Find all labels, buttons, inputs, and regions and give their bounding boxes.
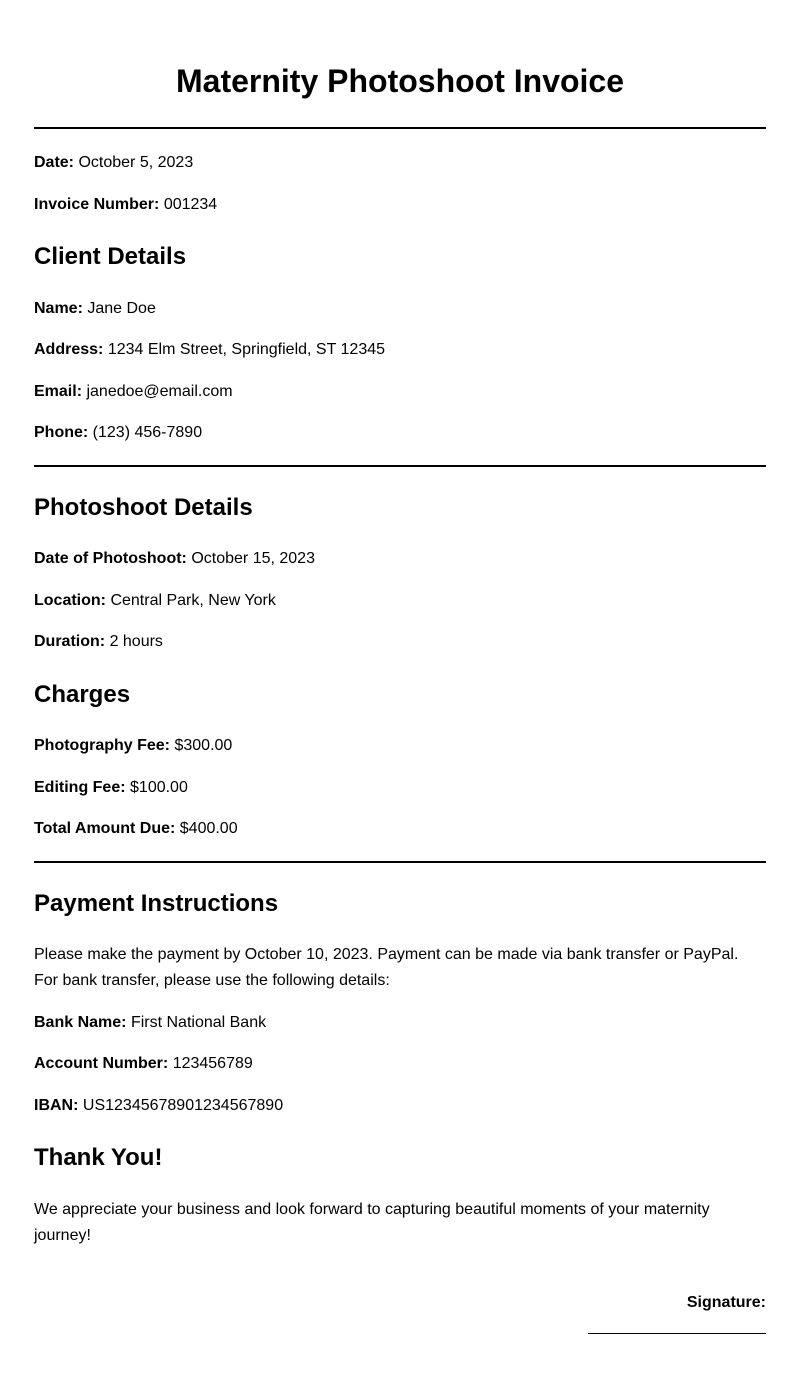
total-amount-due	[34, 819, 766, 839]
iban-label: IBAN:	[34, 1097, 79, 1114]
bank-name-value: First National Bank	[130, 1014, 267, 1031]
client-address-value: 1234 Elm Street, Springfield, ST 12345	[107, 341, 386, 358]
iban-value: US12345678901234567890	[82, 1097, 284, 1114]
total-amount-due-label: Total Amount Due:	[34, 820, 176, 837]
header-divider	[34, 127, 766, 129]
photoshoot-location-value: Central Park, New York	[110, 592, 276, 609]
client-phone	[34, 423, 766, 443]
account-number-value: 123456789	[172, 1055, 253, 1072]
photoshoot-location-label: Location:	[34, 592, 106, 609]
photography-fee-label: Photography Fee:	[34, 737, 171, 754]
photoshoot-date-label: Date of Photoshoot:	[34, 550, 187, 567]
photoshoot-date	[34, 549, 766, 569]
signature-line[interactable]	[588, 1333, 766, 1334]
client-phone-value: (123) 456-7890	[92, 424, 203, 441]
client-name-value: Jane Doe	[87, 300, 156, 317]
client-name	[34, 299, 766, 319]
page-title: Maternity Photoshoot Invoice	[175, 63, 625, 99]
payment-instructions-heading: Payment Instructions	[34, 890, 279, 917]
photoshoot-duration	[34, 632, 766, 652]
payment-instructions-text: Please make the payment by October 10, 2023. Payment can be made via bank transfer or PayPal. For bank transfer, please use the following details:	[34, 946, 739, 989]
charges-divider	[34, 861, 766, 863]
invoice-date	[34, 153, 766, 173]
iban	[34, 1096, 766, 1116]
thank-you-heading: Thank You!	[34, 1144, 163, 1171]
invoice-date-label: Date:	[34, 154, 75, 171]
total-amount-due-value: $400.00	[179, 820, 238, 837]
photography-fee-value: $300.00	[174, 737, 233, 754]
photoshoot-location	[34, 591, 766, 611]
client-details-heading: Client Details	[34, 243, 187, 270]
invoice-number-value: 001234	[163, 196, 218, 213]
client-email-value: janedoe@email.com	[86, 383, 233, 400]
account-number	[34, 1054, 766, 1074]
client-phone-label: Phone:	[34, 424, 89, 441]
client-address-label: Address:	[34, 341, 104, 358]
photography-fee	[34, 736, 766, 756]
editing-fee-value: $100.00	[130, 779, 188, 796]
account-number-label: Account Number:	[34, 1055, 169, 1072]
bank-name-label: Bank Name:	[34, 1014, 127, 1031]
editing-fee	[34, 778, 766, 798]
photoshoot-date-value: October 15, 2023	[191, 550, 315, 567]
bank-name	[34, 1013, 766, 1033]
client-name-label: Name:	[34, 300, 83, 317]
photoshoot-duration-label: Duration:	[34, 633, 106, 650]
editing-fee-label: Editing Fee:	[34, 779, 126, 796]
client-divider	[34, 465, 766, 467]
signature-label: Signature:	[686, 1294, 766, 1311]
invoice-date-value: October 5, 2023	[78, 154, 194, 171]
invoice-number-label: Invoice Number:	[34, 196, 160, 213]
client-email-label: Email:	[34, 383, 83, 400]
charges-heading: Charges	[34, 681, 131, 708]
photoshoot-duration-value: 2 hours	[109, 633, 163, 650]
client-email	[34, 382, 766, 402]
photoshoot-details-heading: Photoshoot Details	[34, 494, 253, 521]
invoice-number	[34, 195, 766, 215]
client-address	[34, 340, 766, 360]
thank-you-text: We appreciate your business and look forward to capturing beautiful moments of your maternity journey!	[34, 1201, 710, 1244]
